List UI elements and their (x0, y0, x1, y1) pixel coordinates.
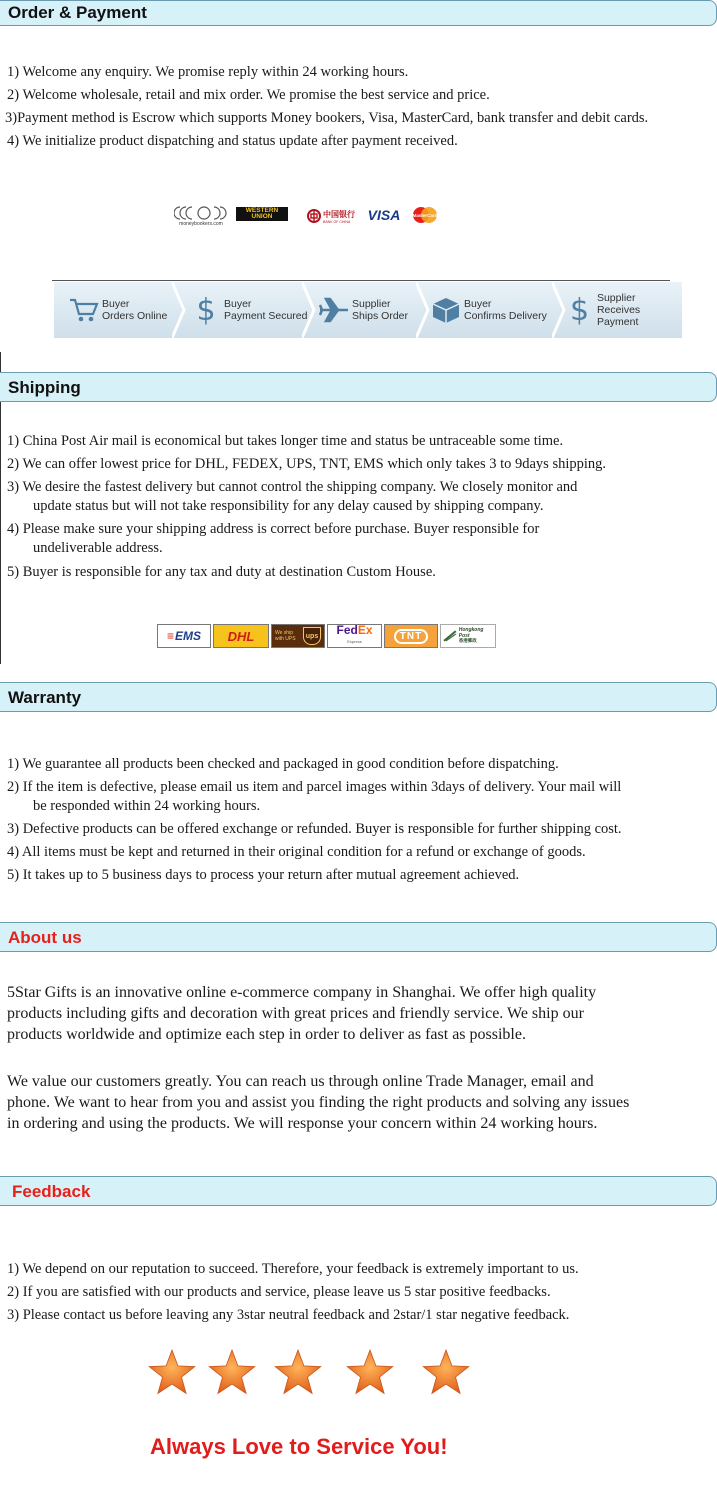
process-step-1: Buyer Orders Online (66, 282, 167, 338)
warranty-line-4: 4) All items must be kept and returned in their original condition for a refund or exchange of goods. (7, 844, 586, 860)
moneybookers-logo: moneybookers.com (172, 203, 230, 229)
step-arrow (172, 282, 186, 338)
ups-logo: We ship with UPS ups (271, 624, 325, 648)
order-line-1: 1) Welcome any enquiry. We promise reply within 24 working hours. (7, 64, 409, 80)
about-line-3: products worldwide and optimize each step in order to deliver as fast as possible. (7, 1026, 526, 1043)
rating-stars (0, 1344, 717, 1404)
feedback-line-1: 1) We depend on our reputation to succeed. Therefore, your feedback is extremely important to us. (7, 1261, 579, 1277)
section-header-about: About us (0, 922, 717, 952)
process-step-3: Supplier Ships Order (316, 282, 408, 338)
process-step-5: $ Supplier Receives Payment (562, 282, 682, 338)
about-line-6: in ordering and using the products. We will response your concern within 24 working hours. (7, 1115, 598, 1132)
process-step-4: Buyer Confirms Delivery (428, 282, 547, 338)
shipping-line-4b: undeliverable address. (33, 540, 163, 556)
shipping-line-5: 5) Buyer is responsible for any tax and duty at destination Custom House. (7, 564, 436, 580)
warranty-line-2: 2) If the item is defective, please email us item and parcel images within 3days of delivery. Your mail will (7, 779, 622, 795)
step-arrow (302, 282, 316, 338)
visa-logo: VISA (367, 207, 401, 223)
bank-of-china-icon (307, 209, 321, 223)
about-line-2: products including gifts and decoration with great prices and friendly service. We ship our (7, 1005, 584, 1022)
shipping-line-1: 1) China Post Air mail is economical but takes longer time and status be untraceable some time. (7, 433, 564, 449)
slogan: Always Love to Service You! (150, 1434, 448, 1459)
about-line-1: 5Star Gifts is an innovative online e-commerce company in Shanghai. We offer high quality (7, 984, 597, 1001)
plane-icon (316, 295, 352, 325)
order-line-3: 3)Payment method is Escrow which supports Money bookers, Visa, MasterCard, bank transfer and debit cards. (5, 110, 649, 126)
ems-logo: ≡ EMS (157, 624, 211, 648)
hongkong-post-logo: Hongkong Post 香港郵政 (440, 624, 496, 648)
shipping-line-2: 2) We can offer lowest price for DHL, FEDEX, UPS, TNT, EMS which only takes 3 to 9days shipping. (7, 456, 607, 472)
dhl-logo: DHL (213, 624, 269, 648)
about-line-5: phone. We want to hear from you and assist you finding the right products and solving any issues (7, 1094, 630, 1111)
bank-of-china-logo: 中国银行 BANK OF CHINA (303, 205, 359, 227)
shipping-line-3: 3) We desire the fastest delivery but cannot control the shipping company. We closely monitor and (7, 479, 578, 495)
western-union-logo: WESTERN UNION (236, 207, 288, 221)
mastercard-logo: MasterCard (410, 206, 440, 224)
cart-icon (66, 295, 102, 325)
shipping-line-3b: update status but will not take responsibility for any delay caused by shipping company. (33, 498, 544, 514)
star-icon (149, 1350, 195, 1393)
section-header-warranty: Warranty (0, 682, 717, 712)
about-line-4: We value our customers greatly. You can reach us through online Trade Manager, email and (7, 1073, 594, 1090)
section-header-order-payment: Order & Payment (0, 0, 717, 26)
warranty-line-5: 5) It takes up to 5 business days to process your return after mutual agreement achieved. (7, 867, 520, 883)
box-icon (428, 295, 464, 325)
feedback-line-3: 3) Please contact us before leaving any 3star neutral feedback and 2star/1 star negative feedback. (7, 1307, 570, 1323)
feedback-line-2: 2) If you are satisfied with our products and service, please leave us 5 star positive feedbacks. (7, 1284, 551, 1300)
star-icon (423, 1350, 469, 1393)
star-icon (347, 1350, 393, 1393)
process-step-2: $ Buyer Payment Secured (188, 282, 307, 338)
order-process-bar (54, 282, 682, 338)
dollar-icon: $ (569, 292, 590, 328)
order-line-4: 4) We initialize product dispatching and status update after payment received. (7, 133, 458, 149)
warranty-line-1: 1) We guarantee all products been checked and packaged in good condition before dispatching. (7, 756, 559, 772)
star-icon (275, 1350, 321, 1393)
warranty-line-2b: be responded within 24 working hours. (33, 798, 261, 814)
shipping-line-4: 4) Please make sure your shipping address is correct before purchase. Buyer responsible for (7, 521, 540, 537)
tnt-logo: TNT (384, 624, 438, 648)
warranty-line-3: 3) Defective products can be offered exchange or refunded. Buyer is responsible for further shipping cost. (7, 821, 622, 837)
fedex-logo: FedEx Express (327, 624, 382, 648)
star-icon (209, 1350, 255, 1393)
order-line-2: 2) Welcome wholesale, retail and mix order. We promise the best service and price. (7, 87, 490, 103)
section-header-feedback: Feedback (0, 1176, 717, 1206)
dollar-icon: $ (196, 292, 216, 328)
process-divider (52, 280, 670, 281)
section-header-shipping: Shipping (0, 372, 717, 402)
